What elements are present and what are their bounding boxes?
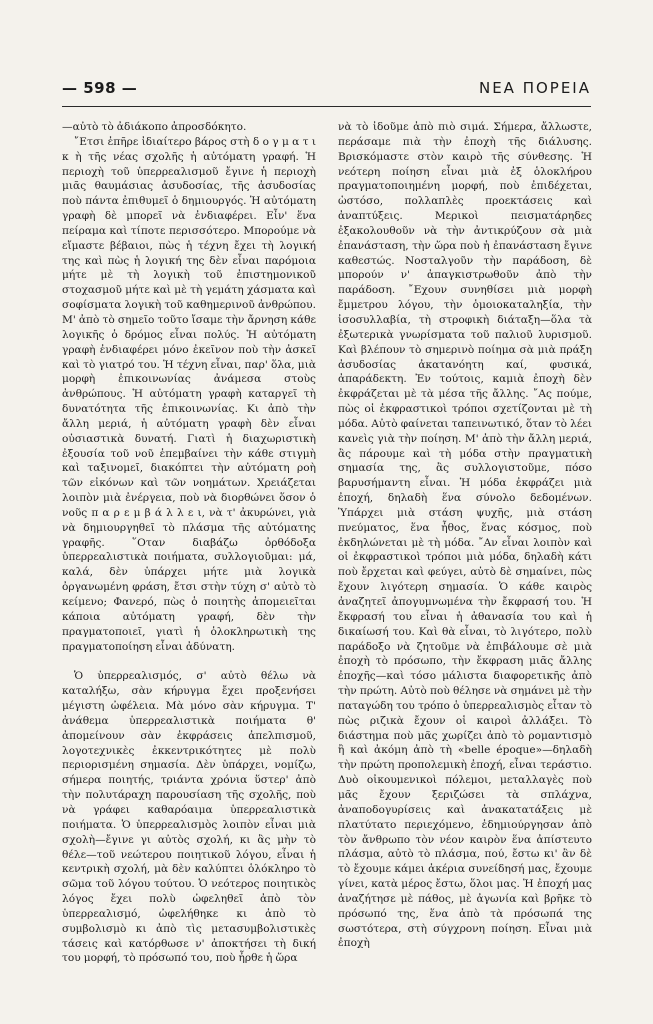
paragraph: Ὁ ὑπερρεαλισμός, σ' αὐτὸ θέλω νὰ καταλήξω, σὰν κήρυγμα ἔχει προξενήσει μέγιστη ὠφέλεια. Μὰ μόνο σὰν κήρυγμα. Τ' ἀνάθεμα ὑπερρεαλιστικὰ ποιήματα θ' ἀπομείνουν σὰν ἐκφράσεις ἀπελπισμοῦ, λογοτεχνικὲς ἐκκεντρικότητες μὲ πολὺ περιορισμένη σημασία. Δὲν ὑπάρχει, νομίζω, σήμερα ποιητής, τριάντα χρόνια ὕστερ' ἀπὸ τὴν πολυτάραχη παρουσίαση τῆς σχολῆς, ποὺ νὰ γράφει καθαρόαιμα ὑπερρεαλιστικὰ ποιήματα. Ὁ ὑπερρεαλισμὸς λοιπὸν εἶναι μιὰ σχολὴ—ἔγινε γι αὐτὸς σχολή, κι ἂς μὴν τὸ θέλε—τοῦ νεώτερου ποιητικοῦ λόγου, εἶναι ἡ κεντρικὴ σχολή, μὰ δὲν καλύπτει ὁλόκληρο τὸ σῶμα τοῦ λόγου τούτου. Ὁ νεότερος ποιητικὸς λόγος ἔχει πολὺ ὠφεληθεῖ ἀπὸ τὸν ὑπερρεαλισμό, ὠφελήθηκε κι ἀπὸ τὸ συμβολισμὸ κι ἀπὸ τὶς μετασυμβολιστικὲς τάσεις καὶ κατόρθωσε ν' ἀποκτήσει τὴ δική του μορφή, τὸ πρόσωπό του, ποὺ ἦρθε ἡ ὥρα bbox=[62, 670, 316, 965]
left-column bbox=[62, 120, 316, 1010]
page-header bbox=[62, 74, 591, 102]
text-columns bbox=[62, 120, 592, 1010]
paragraph: νὰ τὸ ἰδοῦμε ἀπὸ πιὸ σιμά. Σήμερα, ἄλλωστε, περάσαμε πιὰ τὴν ἐποχὴ τῆς διάλυσης. Βρισκόμαστε στὸν καιρὸ τῆς σύνθεσης. Ἡ νεότερη ποίηση εἶναι μιὰ ἐξ ὁλοκλήρου πραγματοποιημένη μορφή, ποὺ ἐπιδέχεται, ὡστόσο, πολλαπλὲς προεκτάσεις καὶ ἀναπτύξεις. Μερικοὶ πεισματάρηδες ἐξακολουθοῦν νὰ τὴν ἀντικρύζουν σὰ μιὰ ἐπανάσταση, τὴν ὥρα ποὺ ἡ ἐπανάσταση ἔγινε καθεστώς. Νοσταλγοῦν τὴν παράδοση, δὲ μπορούν ν' ἀπαγκιστρωθοῦν ἀπὸ τὴν παράδοση. ῎Εχουν συνηθίσει μιὰ μορφὴ ἔμμετρου λόγου, τὴν ὁμοιοκαταληξία, τὴν ἰσοσυλλαβία, τὴ στροφικὴ διάταξη—ὅλα τὰ ἐξωτερικὰ γνωρίσματα τοῦ παλιοῦ λυρισμοῦ. Καὶ βλέπουν τὸ σημερινὸ ποίημα σὰ μιὰ πράξη ἀσυδοσίας ἀκατανόητη καί, φυσικά, ἀπαράδεκτη. Ἐν τούτοις, καμιὰ ἐποχὴ δὲν ἐκφράζεται μὲ τὰ μέσα τῆς ἄλλης. ῎Ας πούμε, πὼς οἱ ἐκφραστικοὶ τρόποι σχετίζονται μὲ τὴ μόδα. Αὐτὸ φαίνεται ταπεινωτικό, ὅταν τὸ λέει κανεὶς γιὰ τὴν ποίηση. Μ' ἀπὸ τὴν ἄλλη μεριά, ἂς πάρουμε καὶ τὴ μόδα στὴν πραγματικὴ σημασία της, ἂς συλλογιστοῦμε, πόσο βαρυσήμαντη εἶναι. Ἡ μόδα ἐκφράζει μιὰ ἐποχή, δηλαδὴ ἕνα σύνολο δεδομένων. Ὑπάρχει μιὰ στάση ψυχῆς, μιὰ στάση πνεύματος, ἕνα ἦθος, ἕνας κόσμος, ποὺ ἐκδηλώνεται μὲ τὴ μόδα. ῎Αν εἶναι λοιπὸν καὶ οἱ ἐκφραστικοὶ τρόποι μιὰ μόδα, δηλαδὴ κάτι ποὺ ἔρχεται καὶ φεύγει, αὐτὸ δὲ σημαίνει, πὼς ἔχουν λιγότερη σημασία. Ὁ κάθε καιρὸς ἀναζητεῖ ἀπογυμνωμένα τὴν ἔκφρασή του. Ἡ ἔκφρασή του εἶναι ἡ ἀθανασία του καὶ ἡ δικαίωσή του. Καὶ θὰ εἶναι, τὸ λιγότερο, πολὺ παράδοξο νὰ ζητοῦμε νὰ ἐπιβάλουμε σὲ μιὰ ἐποχὴ τὸ πρόσωπο, τὴν ἔκφραση μιᾶς ἄλλης ἐποχῆς—καὶ τόσο μάλιστα διαφορετικῆς ἀπὸ τὴν πρώτη. Αὐτὸ ποὺ θέλησε νὰ σημάνει μὲ τὴν παταγώδη του τρόπο ὁ ὑπερρεαλισμὸς εἶταν τὸ πὼς ριζικὰ ἔχουν οἱ καιροὶ ἀλλάξει. Τὸ διάστημα ποὺ μᾶς χωρίζει ἀπὸ τὸ ρομαντισμὸ ἢ καὶ ἀκόμη ἀπὸ τὴ «belle époque»—δηλαδὴ τὴν πρώτη προπολεμικὴ ἐποχή, εἶναι τεράστιο. Δυὸ οἰκουμενικοὶ πόλεμοι, μεταλλαγὲς ποὺ μᾶς ἔχουν ξεριζώσει τὰ σπλάχνα, ἀναποδογυρίσεις καὶ ἀνακατατάξεις μὲ πλατύτατο περιεχόμενο, ἐδημιούργησαν ἀπὸ τὸν ἄνθρωπο τὸν νέον καιρὸν ἕνα ἀπίστευτο πλάσμα, αὐτὸ τὸ πλάσμα, πού, ἔστω κι' ἂν δὲ τὸ ἔχουμε κάμει ἀκέρια συνείδησή μας, ἔχουμε γίνει, κατὰ μέρος ἔστω, ὅλοι μας. Ἡ ἐποχή μας ἀναζήτησε μὲ πάθος, μὲ ἀγωνία καὶ βρῆκε τὸ πρόσωπό της, ἕνα ἀπὸ τὰ πρόσωπά της σωστότερα, στὴ σύγχρονη ποίηση. Εἶναι μιὰ ἐποχὴ bbox=[338, 121, 592, 950]
journal-title: ΝΕΑ ΠΟΡΕΙΑ bbox=[478, 79, 591, 97]
right-column bbox=[338, 120, 592, 1010]
paragraph: ῎Ετσι ἐπῆρε ἰδιαίτερο βάρος στὴ δ ο γ μ α τ ι κ ὴ τῆς νέας σχολῆς ἡ αὐτόματη γραφή. Ἡ περιοχὴ τοῦ ὑπερρεαλισμοῦ ἔγινε ἡ περιοχὴ μιᾶς θαυμάσιας ἀσυδοσίας, τῆς ἀσυδοσίας ποὺ πάντα ἐπιθυμεῖ ὁ δημιουργός. Ἡ αὐτόματη γραφὴ δὲ μπορεῖ νὰ ἐνδιαφέρει. Εἶν' ἕνα πείραμα καὶ τίποτε περισσότερο. Μπορούμε νὰ εἴμαστε βέβαιοι, πὼς ἡ τέχνη ἔχει τὴ λογική της καὶ πὼς ἡ λογική της δὲν εἶναι παρόμοια μήτε μὲ τὴ λογικὴ τοῦ ἐπιστημονικοῦ στοχασμοῦ μήτε καὶ μὲ τὴ γεμάτη χάσματα καὶ σοφίσματα λογικὴ τοῦ καθημερινοῦ ἀνθρώπου. Μ' ἀπὸ τὸ σημεῖο τοῦτο ἴσαμε τὴν ἄρνηση κάθε λογικῆς ὁ δρόμος εἶναι πολύς. Ἡ αὐτόματη γραφὴ ἐνδιαφέρει μόνο ἐκεῖνον ποὺ τὴν ἀσκεῖ καὶ τὸ γιατρό του. Ἡ τέχνη εἶναι, παρ' ὅλα, μιὰ μορφὴ ἐπικοινωνίας ἀνάμεσα στοὺς ἀνθρώπους. Ἡ αὐτόματη γραφὴ καταργεῖ τὴ δυνατότητα τῆς ἐπικοινωνίας. Κι ἀπὸ τὴν ἄλλη μεριά, ἡ αὐτόματη γραφὴ δὲν εἶναι οὐσιαστικὰ δυνατή. Γιατὶ ἡ διαχωριστικὴ ἐξουσία τοῦ νοῦ ἐπεμβαίνει τὴν κάθε στιγμὴ καὶ ταξινομεῖ, διακόπτει τὴν αὐτόματη ροὴ τῶν εἰκόνων καὶ τῶν νοημάτων. Χρειάζεται λοιπὸν μιὰ ἐνέργεια, ποὺ νὰ διορθώνει ὅσον ὁ νοῦς π α ρ ε μ β ά λ λ ε ι, νὰ τ' ἀκυρώνει, γιὰ νὰ δημιουργηθεῖ τὸ πλάσμα τῆς αὐτόματης γραφῆς. ῞Οταν διαβάζω ὀρθόδοξα ὑπερρεαλιστικὰ ποιήματα, συλλογιοῦμαι: μά, καλά, δὲν ὑπάρχει μήτε μιὰ λογικὰ ὀργανωμένη φράση, ἔτσι στὴν τύχη σ' αὐτὸ τὸ κείμενο; Φανερό, πὼς ὁ ποιητὴς ἀπομειεῖται κάποια αὐτόματη γραφή, δὲν τὴν πραγματοποιεῖ, γιατὶ ἡ ὁλοκληρωτικὴ της πραγματοποίηση εἶναι ἀδύνατη. bbox=[62, 135, 316, 653]
page-number: — 598 — bbox=[62, 79, 138, 97]
paragraph: —αὐτὸ τὸ ἀδιάκοπο ἀπροσδόκητο. bbox=[62, 121, 247, 133]
header-rule bbox=[62, 106, 591, 107]
